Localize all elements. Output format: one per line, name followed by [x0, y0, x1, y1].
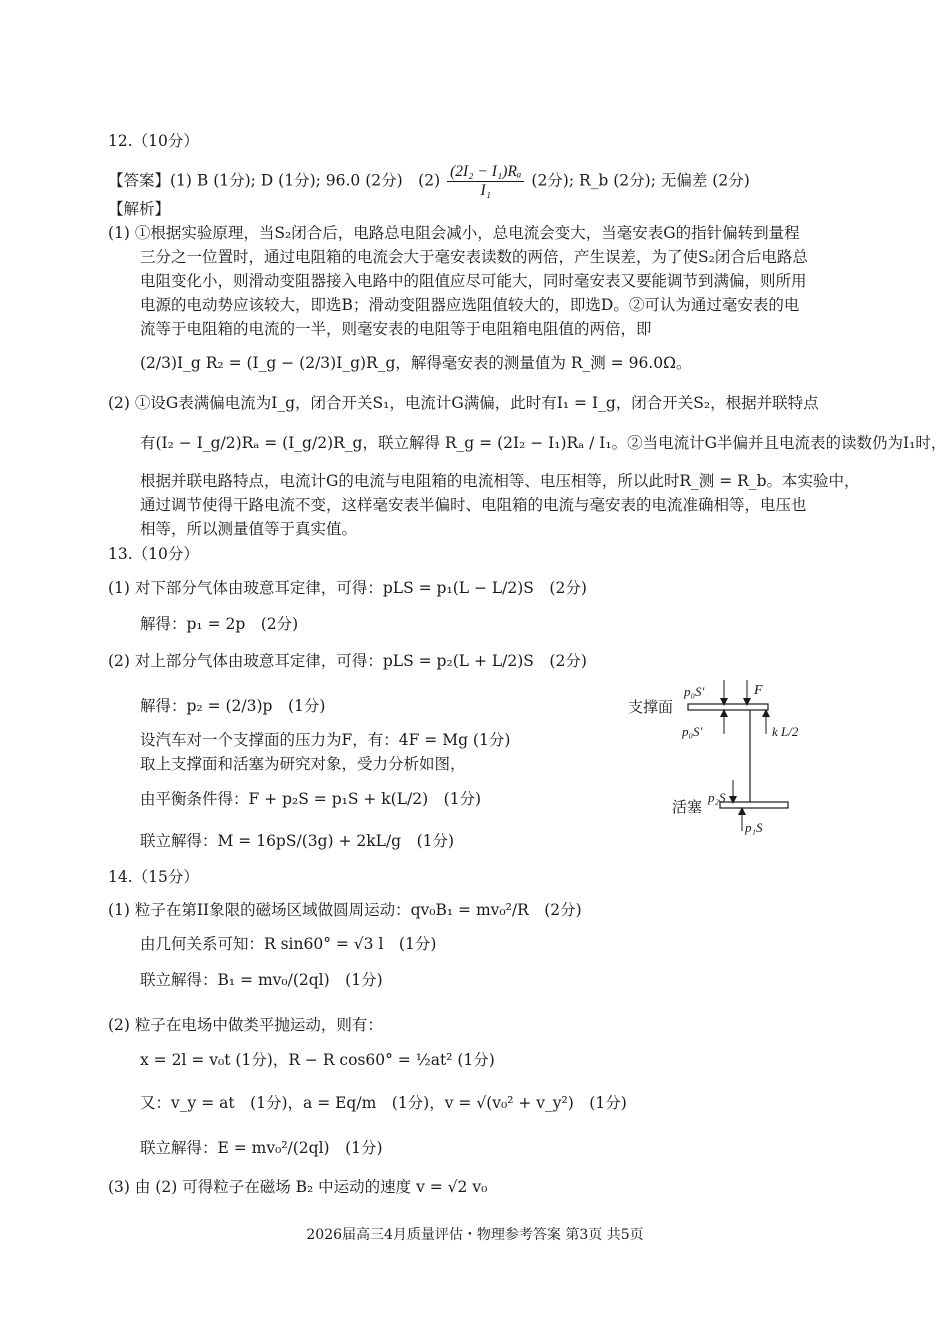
- label-piston: 活塞: [672, 800, 703, 816]
- q14-part2-equations: x = 2l = v₀t (1分)，R − R cos60° = ½at² (1分): [140, 1051, 495, 1069]
- support-plate: [688, 704, 768, 710]
- q12-part2-line-4: 通过调节使得干路电流不变，这样毫安表半偏时、电阻箱的电流与毫安表的电流准确相等，电压也: [140, 496, 807, 514]
- q12-part2-line-5: 相等，所以测量值等于真实值。: [140, 520, 358, 538]
- label-kL2: k L/2: [772, 724, 799, 739]
- q14-part2-velocity: 又：v_y = at (1分)，a = Eq/m (1分)，v = √(v₀² + v_y²) (1分): [140, 1094, 627, 1112]
- q12-answer: [108, 163, 750, 200]
- label-support-surface: 支撑面: [628, 700, 674, 716]
- force-diagram: [620, 676, 820, 841]
- q12-answer-prefix: 【答案】(1) B (1分); D (1分); 96.0 (2分) (2): [108, 171, 441, 190]
- q12-part1-line-3: 电阻变化小，则滑动变阻器接入电路中的阻值应尽可能大，同时毫安表又要能调节到满偏，则所用: [140, 272, 807, 290]
- q13-part2-solution: 解得：p₂ = (2/3)p (1分): [140, 697, 326, 715]
- q14-part1: (1) 粒子在第II象限的磁场区域做圆周运动：qv₀B₁ = mv₀²/R (2分): [108, 901, 582, 919]
- q13-part2: (2) 对上部分气体由玻意耳定律，可得：pLS = p₂(L + L/2)S (2分): [108, 652, 587, 670]
- q13-part1-solution: 解得：p₁ = 2p (2分): [140, 615, 299, 633]
- q12-part1-line-5: 流等于电阻箱的电流的一半，则毫安表的电阻等于电阻箱电阻值的两倍，即: [140, 320, 652, 338]
- label-p0S-bottom: p₀S': [682, 724, 703, 739]
- q14-part1-geometry: 由几何关系可知：R sin60° = √3 l (1分): [140, 935, 437, 953]
- q14-part2-result: 联立解得：E = mv₀²/(2ql) (1分): [140, 1139, 383, 1157]
- q12-heading: 12.（10分）: [108, 132, 199, 150]
- q12-part1-equation: (2/3)I_g R₂ = (I_g − (2/3)I_g)R_g，解得毫安表的测量值为 R_测 = 96.0Ω。: [140, 354, 692, 372]
- page-footer: 2026届高三4月质量评估・物理参考答案 第3页 共5页: [306, 1227, 644, 1243]
- q12-answer-fraction: [447, 163, 524, 200]
- piston-plate: [720, 802, 788, 808]
- q14-heading: 14.（15分）: [108, 868, 199, 886]
- label-F: F: [754, 683, 763, 698]
- q12-part2-line-1: (2) ①设G表满偏电流为I_g，闭合开关S₁，电流计G满偏，此时有I₁ = I_g，闭合开关S₂，根据并联特点: [108, 394, 819, 412]
- label-p0S-top: p₀S': [684, 684, 705, 699]
- q13-step-object: 取上支撑面和活塞为研究对象，受力分析如图，: [140, 755, 466, 773]
- q14-part1-result: 联立解得：B₁ = mv₀/(2ql) (1分): [140, 971, 383, 989]
- q12-part1-line-2: 三分之一位置时，通过电阻箱的电流会大于毫安表读数的两倍，产生误差，为了使S₂闭合后电路总: [140, 248, 808, 266]
- label-p1S: p₁S: [745, 820, 763, 835]
- q12-part1-line-4: 电源的电动势应该较大，即选B；滑动变阻器应选阻值较大的，即选D。②可认为通过毫安表的电: [140, 296, 800, 314]
- q12-fraction-denominator: I₁: [480, 182, 492, 199]
- q12-part1-line-1: (1) ①根据实验原理，当S₂闭合后，电路总电阻会减小，总电流会变大，当毫安表G的指针偏转到量程: [108, 224, 800, 242]
- q12-part2-line-3: 根据并联电路特点，电流计G的电流与电阻箱的电流相等、电压相等，所以此时R_测 = R_b。本实验中，: [140, 472, 860, 490]
- q13-part1: (1) 对下部分气体由玻意耳定律，可得：pLS = p₁(L − L/2)S (2分): [108, 579, 587, 597]
- q12-fraction-numerator: (2I₂ − I₁)Rₐ: [447, 163, 524, 182]
- q13-heading: 13.（10分）: [108, 545, 199, 563]
- q14-part3: (3) 由 (2) 可得粒子在磁场 B₂ 中运动的速度 v = √2 v₀: [108, 1178, 488, 1196]
- q12-analysis-label: 【解析】: [108, 200, 171, 218]
- q13-step-equilibrium: 由平衡条件得：F + p₂S = p₁S + k(L/2) (1分): [140, 790, 482, 808]
- q13-step-force: 设汽车对一个支撑面的压力为F，有：4F = Mg (1分): [140, 731, 511, 749]
- q14-part2: (2) 粒子在电场中做类平抛运动，则有：: [108, 1016, 383, 1034]
- label-p2S: p₂S: [708, 790, 726, 805]
- q12-answer-suffix: (2分); R_b (2分); 无偏差 (2分): [531, 171, 750, 190]
- q12-part2-line-2: 有(I₂ − I_g/2)Rₐ = (I_g/2)R_g，联立解得 R_g = (2I₂ − I₁)Rₐ / I₁。②当电流计G半偏并且电流表的读数仍为I₁时，: [140, 434, 947, 452]
- q13-step-result: 联立解得：M = 16pS/(3g) + 2kL/g (1分): [140, 832, 455, 850]
